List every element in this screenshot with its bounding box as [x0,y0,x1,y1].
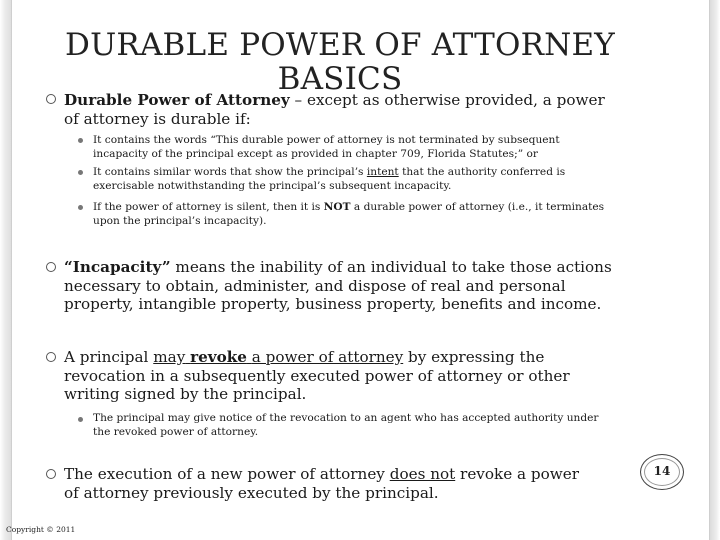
incapacity-definition: means the inability of an individual to take those actions necessary to obtain, administer, and dispose of real and personal property, intangible property, business property, benefits and income. [64,258,612,313]
slide-title: DURABLE POWER OF ATTORNEY BASICS [65,27,615,97]
bullet-new-poa [64,465,584,502]
page-number-badge: 14 [640,454,684,490]
bullet-revocation [64,348,624,404]
sub-bullet-icon [78,138,83,143]
text: revoke a power of attorney previously executed by the principal. [64,465,580,502]
underlined-intent: intent [366,166,399,178]
text: A principal [64,348,154,366]
bullet-icon [46,94,56,104]
sub-bullet-silent [93,200,613,228]
text: that the authority conferred is exercisable notwithstanding the principal’s subsequent incapacity. [93,166,566,193]
term-durable-power: Durable Power of Attorney [64,91,290,109]
text: The execution of a new power of attorney [64,465,390,483]
copyright-notice: Copyright © 2011 [6,525,76,534]
underlined-may: may [153,348,186,366]
sub-bullet-required-words: It contains the words “This durable power of attorney is not terminated by subsequent incapacity of the principal except as provided in chapter 709, Florida Statutes;” or [93,134,560,161]
bullet-incapacity [64,258,624,314]
text: by expressing the revocation in a subsequently executed power of attorney or other writing signed by the principal. [64,348,570,403]
durable-power-definition: – except as otherwise provided, a power of attorney is durable if: [64,91,605,128]
sub-bullet-similar-words [93,165,613,193]
sub-bullet-notice: The principal may give notice of the revocation to an agent who has accepted authority under the revoked power of attorney. [93,412,599,439]
bullet-icon [46,262,56,272]
bullet-icon [46,469,56,479]
underlined-does-not: does not [389,465,456,483]
underlined-revoke: revoke [190,348,247,366]
bold-not: NOT [323,201,351,213]
underlined-power-of-attorney: a power of attorney [251,348,404,366]
bullet-icon [46,352,56,362]
sub-bullet-icon [78,170,83,175]
text: a durable power of attorney (i.e., it terminates upon the principal’s incapacity). [93,201,605,228]
text: It contains similar words that show the principal’s [93,166,367,178]
term-incapacity: “Incapacity” [64,258,171,276]
text: If the power of attorney is silent, then it is [93,201,324,213]
sub-bullet-icon [78,205,83,210]
sub-bullet-icon [78,417,83,422]
